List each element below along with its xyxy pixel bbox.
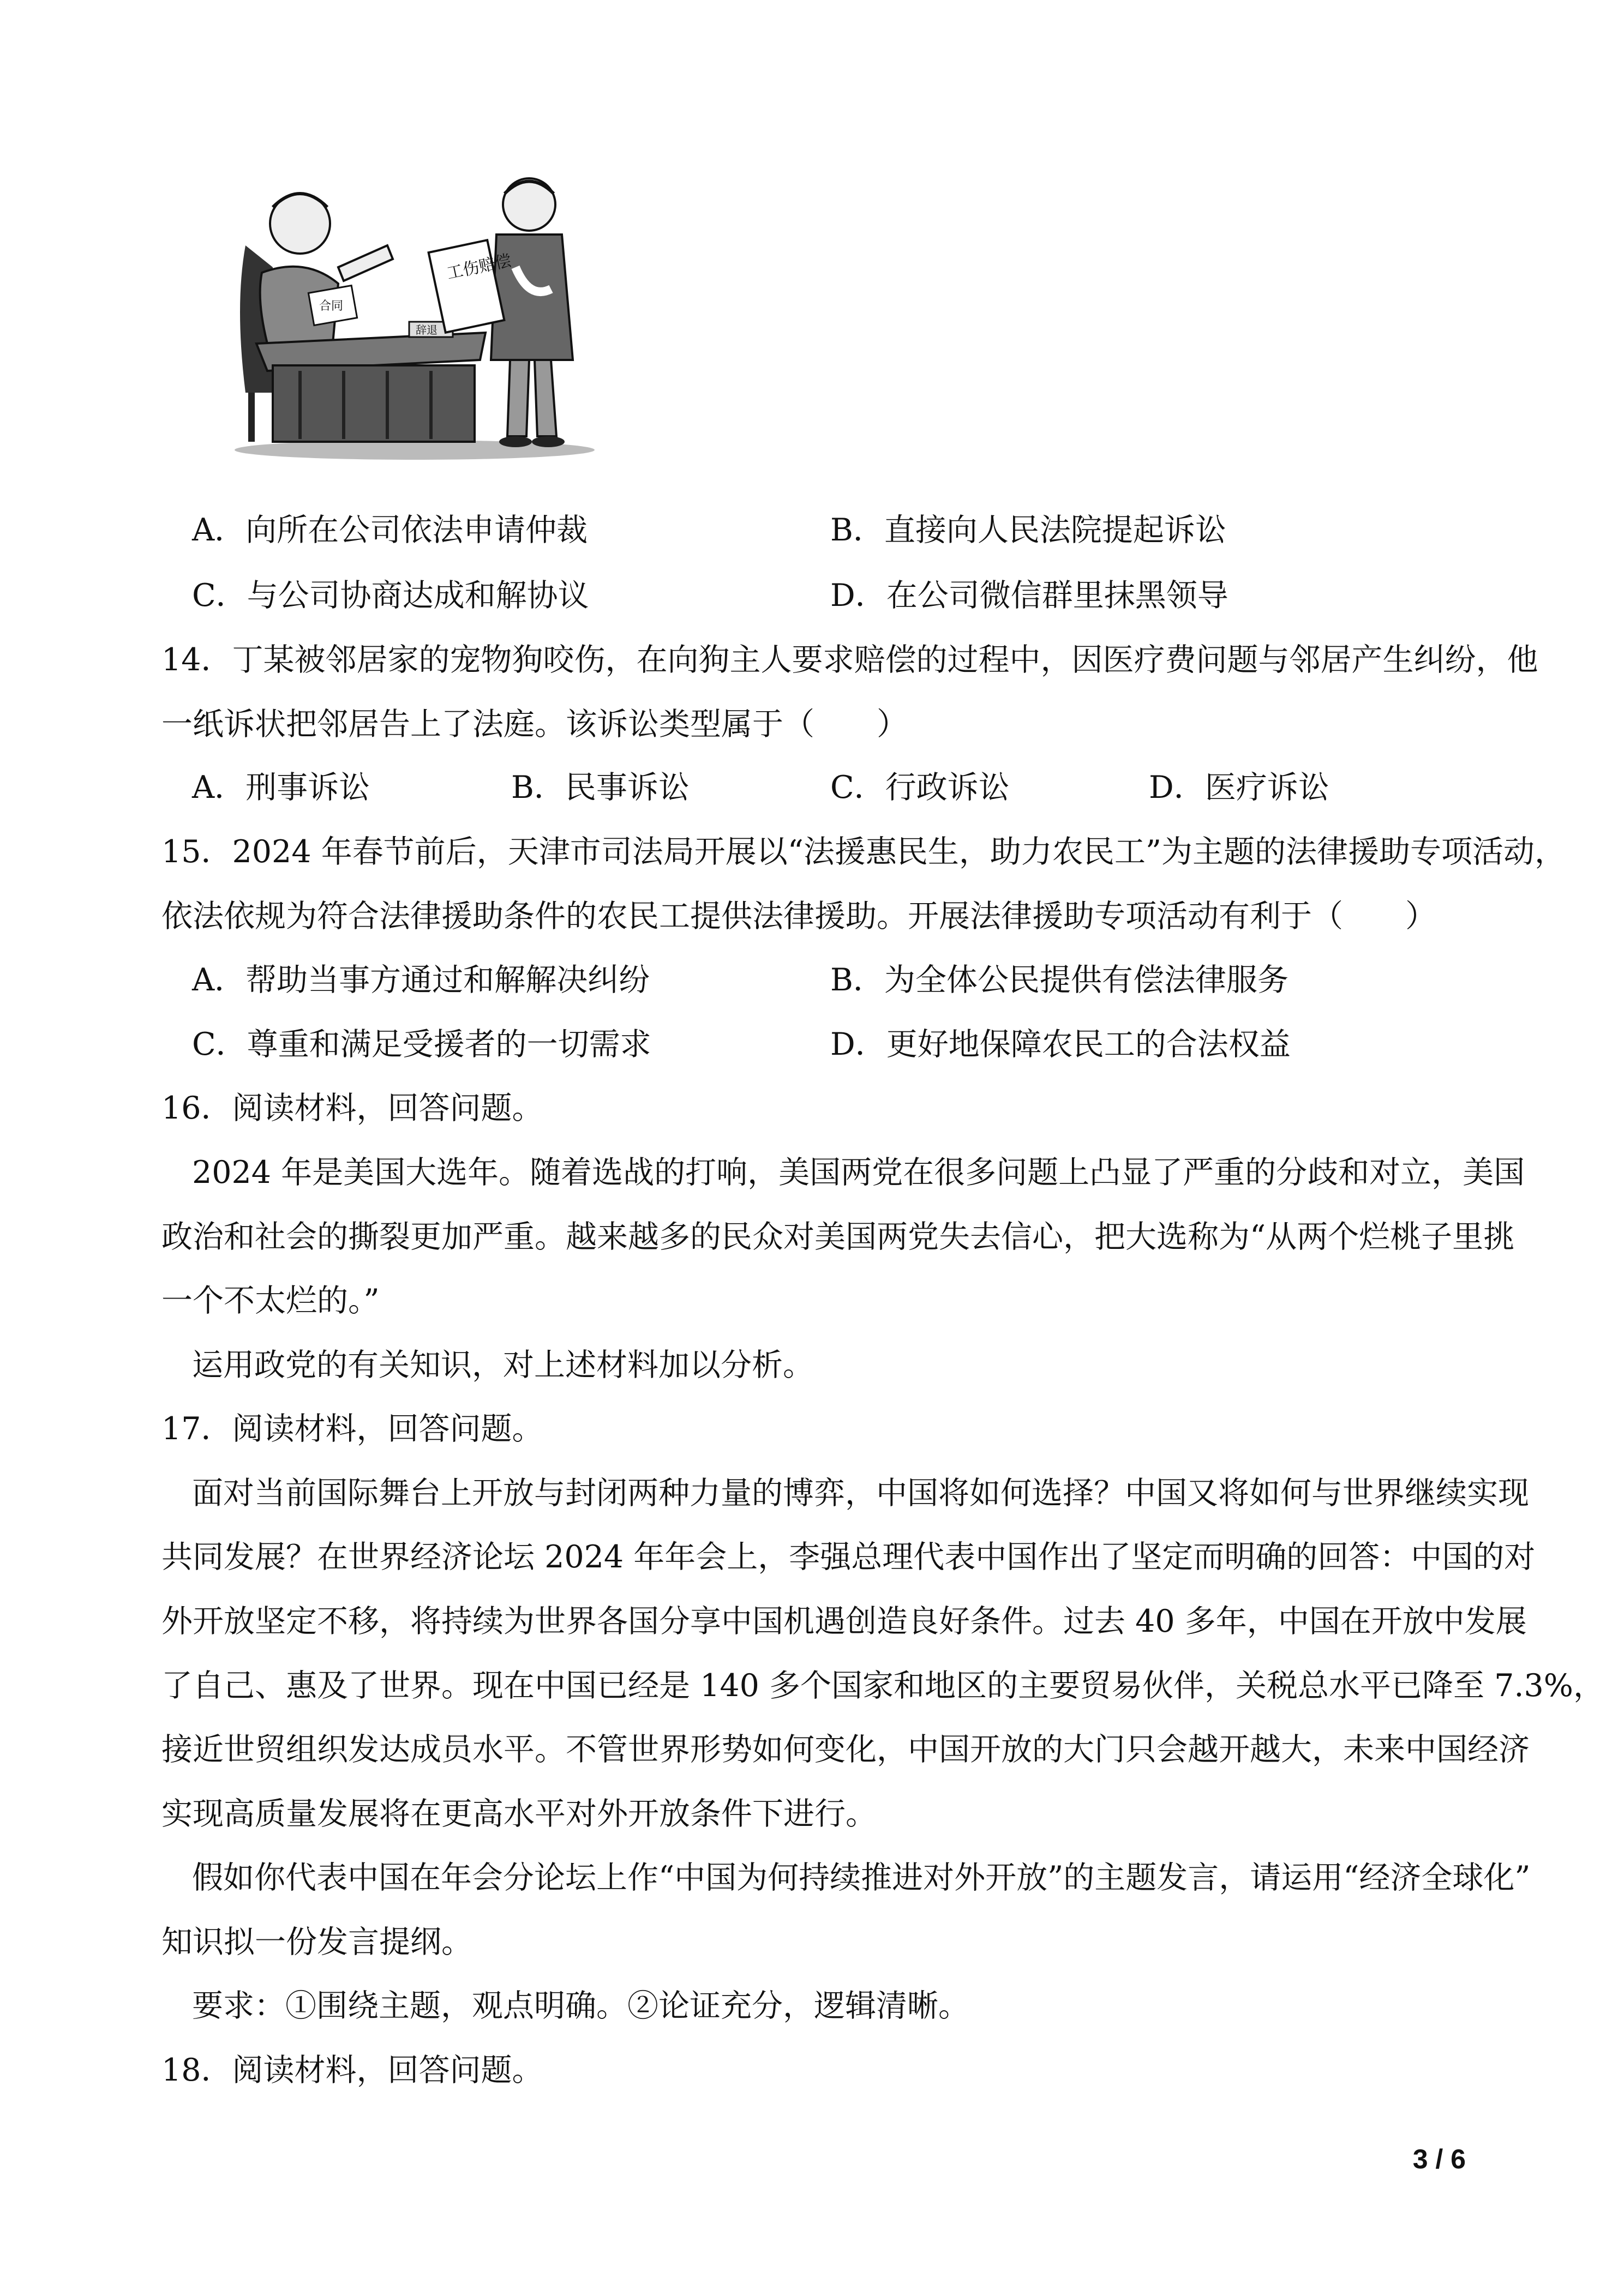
paper-label: 合同 — [319, 299, 344, 313]
q13-option-c: C．与公司协商达成和解协议 — [192, 578, 589, 614]
q17-requirements: 要求：①围绕主题，观点明确。②论证充分，逻辑清晰。 — [192, 1988, 969, 2024]
q16-material-line1: 2024 年是美国大选年。随着选战的打响，美国两党在很多问题上凸显了严重的分歧和对立，美国 — [192, 1155, 1525, 1191]
q17-material-line5: 接近世贸组织发达成员水平。不管世界形势如何变化，中国开放的大门只会越开越大，未来中国经济 — [161, 1732, 1530, 1768]
q13-option-b: B．直接向人民法院提起诉讼 — [830, 512, 1226, 548]
q13-option-d: D．在公司微信群里抹黑领导 — [830, 578, 1229, 614]
q17-material-line3: 外开放坚定不移，将持续为世界各国分享中国机遇创造良好条件。过去 40 多年，中国在开放中发展 — [161, 1603, 1527, 1639]
q14-option-c: C．行政诉讼 — [830, 770, 1010, 806]
q14-stem-line2: 一纸诉状把邻居告上了法庭。该诉讼类型属于（ ） — [161, 706, 908, 742]
q15-option-a: A．帮助当事方通过和解解决纠纷 — [192, 962, 650, 998]
q14-stem-line1: 14．丁某被邻居家的宠物狗咬伤，在向狗主人要求赔偿的过程中，因医疗费问题与邻居产生纠纷，他 — [161, 642, 1538, 678]
q14-option-a: A．刑事诉讼 — [192, 770, 370, 806]
q17-task-line1: 假如你代表中国在年会分论坛上作“中国为何持续推进对外开放”的主题发言，请运用“经济全球化” — [192, 1860, 1531, 1896]
q17-material-line6: 实现高质量发展将在更高水平对外开放条件下进行。 — [161, 1796, 877, 1832]
q15-option-d: D．更好地保障农民工的合法权益 — [830, 1026, 1291, 1062]
q15-option-c: C．尊重和满足受援者的一切需求 — [192, 1026, 651, 1062]
q17-material-line1: 面对当前国际舞台上开放与封闭两种力量的博弈，中国将如何选择？中国又将如何与世界继续实现 — [192, 1475, 1529, 1511]
q17-task-line2: 知识拟一份发言提纲。 — [161, 1924, 472, 1960]
q17-material-line2: 共同发展？在世界经济论坛 2024 年年会上，李强总理代表中国作出了坚定而明确的回答：中国的对 — [161, 1539, 1536, 1575]
sign-text: 工伤赔偿 — [445, 251, 513, 284]
cartoon-illustration — [224, 164, 606, 469]
q16-title: 16．阅读材料，回答问题。 — [161, 1090, 543, 1126]
q14-option-d: D．医疗诉讼 — [1149, 770, 1329, 806]
q15-stem-line1: 15．2024 年春节前后，天津市司法局开展以“法援惠民生，助力农民工”为主题的法律援助专项活动， — [161, 834, 1566, 870]
q17-title: 17．阅读材料，回答问题。 — [161, 1411, 543, 1447]
q15-stem-line2: 依法依规为符合法律援助条件的农民工提供法律援助。开展法律援助专项活动有利于（ ） — [161, 898, 1436, 934]
q14-option-b: B．民事诉讼 — [511, 770, 690, 806]
desk-note-label: 辞退 — [416, 323, 438, 336]
page-number: 3 / 6 — [1412, 2144, 1466, 2174]
q17-material-line4: 了自己、惠及了世界。现在中国已经是 140 多个国家和地区的主要贸易伙伴，关税总水平已降至 7.3%， — [161, 1668, 1604, 1704]
q13-option-a: A．向所在公司依法申请仲裁 — [192, 512, 588, 548]
q16-material-line3: 一个不太烂的。” — [161, 1283, 380, 1319]
q15-option-b: B．为全体公民提供有偿法律服务 — [830, 962, 1289, 998]
q18-title: 18．阅读材料，回答问题。 — [161, 2052, 543, 2088]
q16-task: 运用政党的有关知识，对上述材料加以分析。 — [192, 1347, 814, 1383]
q16-material-line2: 政治和社会的撕裂更加严重。越来越多的民众对美国两党失去信心，把大选称为“从两个烂桃子里挑 — [161, 1219, 1515, 1255]
